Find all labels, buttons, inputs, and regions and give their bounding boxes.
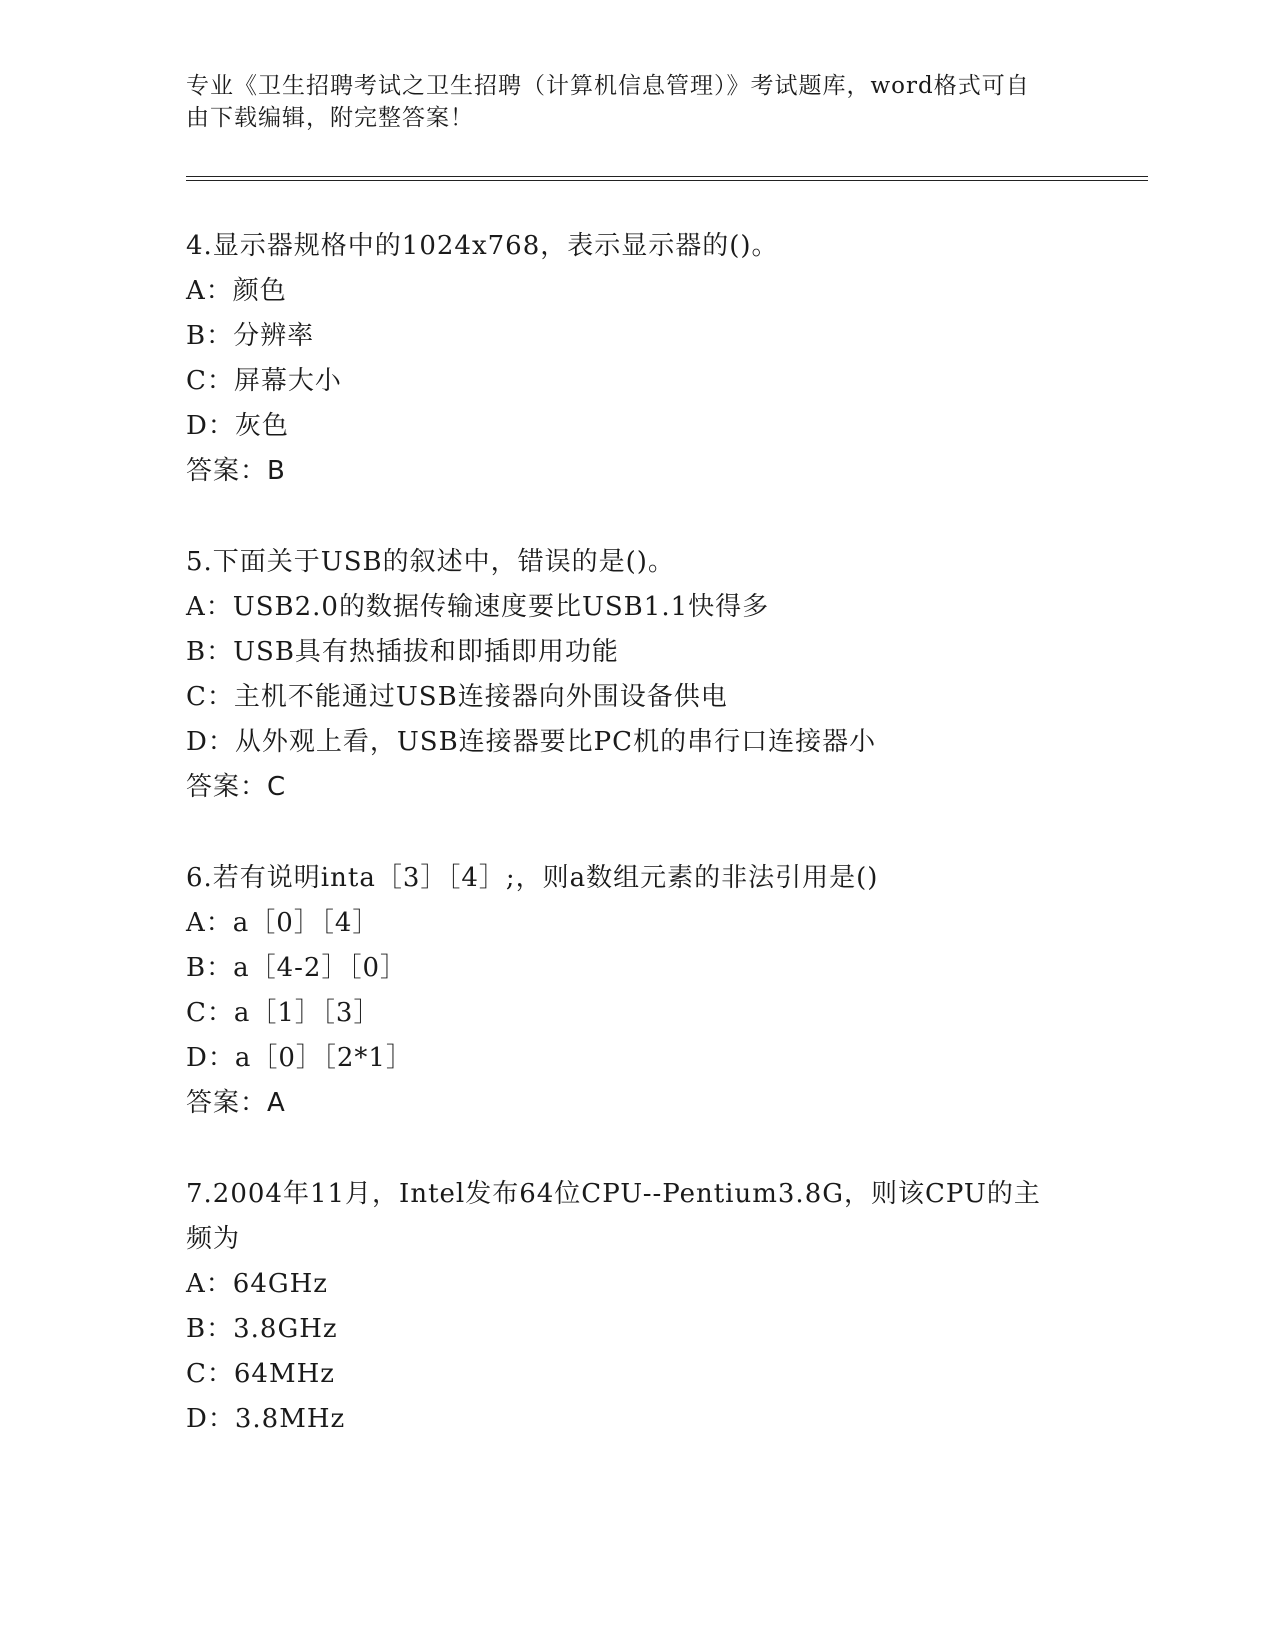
option-c: C：主机不能通过USB连接器向外围设备供电 <box>186 682 728 712</box>
question-stem-line-2: 频为 <box>186 1224 241 1254</box>
option-c: C：64MHz <box>186 1359 335 1389</box>
option-c: C：a［1］［3］ <box>186 998 381 1028</box>
document-header <box>186 70 1066 134</box>
header-line-1: 专业《卫生招聘考试之卫生招聘（计算机信息管理）》考试题库，word格式可自 <box>186 73 1030 99</box>
answer: 答案：B <box>186 456 286 486</box>
option-a: A：USB2.0的数据传输速度要比USB1.1快得多 <box>186 592 770 622</box>
option-a: A：颜色 <box>186 276 287 306</box>
option-d: D：a［0］［2*1］ <box>186 1043 413 1073</box>
option-b: B：3.8GHz <box>186 1314 338 1344</box>
option-d: D：从外观上看，USB连接器要比PC机的串行口连接器小 <box>186 727 877 757</box>
question-stem-line-1: 7.2004年11月，Intel发布64位CPU--Pentium3.8G，则该CPU的主 <box>186 1179 1041 1209</box>
question-5 <box>186 540 1086 810</box>
question-stem: 6.若有说明inta［3］［4］;，则a数组元素的非法引用是() <box>186 863 879 893</box>
header-divider-bottom <box>186 180 1148 181</box>
answer: 答案：A <box>186 1088 286 1118</box>
option-b: B：USB具有热插拔和即插即用功能 <box>186 637 619 667</box>
option-b: B：分辨率 <box>186 321 315 351</box>
option-b: B：a［4-2］［0］ <box>186 953 408 983</box>
question-4 <box>186 224 1086 494</box>
option-d: D：灰色 <box>186 411 289 441</box>
header-divider-top <box>186 176 1148 177</box>
option-d: D：3.8MHz <box>186 1404 346 1434</box>
question-6 <box>186 856 1086 1126</box>
question-7 <box>186 1172 1086 1442</box>
header-line-2: 由下载编辑，附完整答案！ <box>186 105 474 131</box>
option-a: A：64GHz <box>186 1269 329 1299</box>
question-stem: 5.下面关于USB的叙述中，错误的是()。 <box>186 547 675 577</box>
option-c: C：屏幕大小 <box>186 366 342 396</box>
answer: 答案：C <box>186 772 287 802</box>
question-stem: 4.显示器规格中的1024x768，表示显示器的()。 <box>186 231 779 261</box>
option-a: A：a［0］［4］ <box>186 908 380 938</box>
